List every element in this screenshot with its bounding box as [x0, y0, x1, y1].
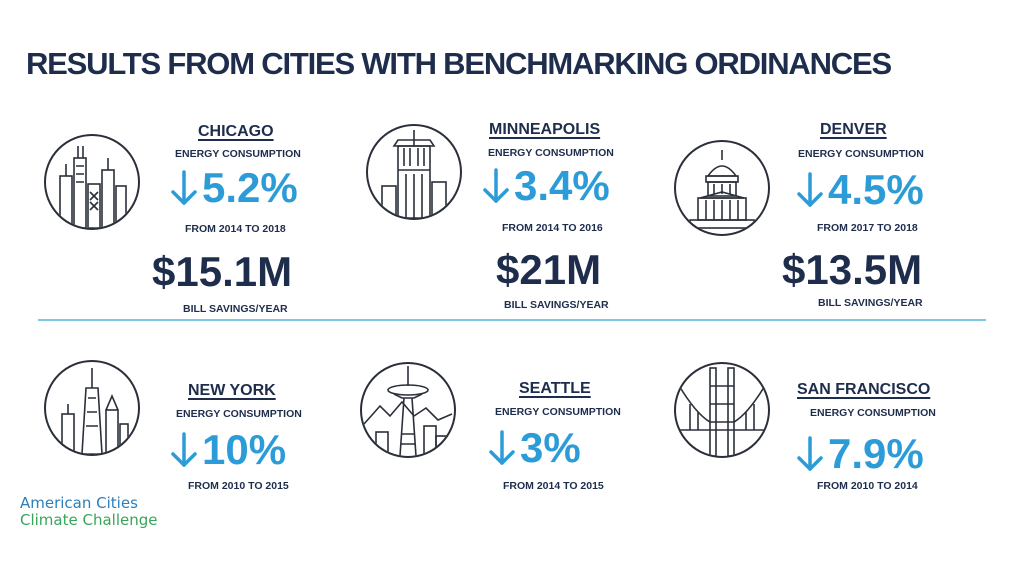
period-label: FROM 2014 TO 2015: [503, 480, 604, 492]
city-name: SAN FRANCISCO: [797, 381, 931, 398]
new-york-skyline-icon: [44, 360, 140, 456]
american-cities-climate-challenge-logo: [20, 495, 157, 529]
energy-change-value: 3%: [520, 424, 581, 471]
energy-change-value: 4.5%: [828, 166, 924, 213]
section-divider: [38, 319, 986, 321]
down-arrow-icon: [796, 171, 824, 209]
period-label: FROM 2014 TO 2018: [185, 223, 286, 235]
energy-change: [796, 166, 924, 214]
seattle-space-needle-icon: [360, 362, 456, 458]
city-name: MINNEAPOLIS: [489, 121, 601, 138]
metric-label: ENERGY CONSUMPTION: [810, 407, 936, 419]
down-arrow-icon: [170, 431, 198, 469]
metric-label: ENERGY CONSUMPTION: [488, 147, 614, 159]
metric-label: ENERGY CONSUMPTION: [176, 408, 302, 420]
minneapolis-tower-icon: [366, 124, 462, 220]
energy-change: [170, 426, 286, 474]
period-label: FROM 2014 TO 2016: [502, 222, 603, 234]
down-arrow-icon: [170, 169, 198, 207]
metric-label: ENERGY CONSUMPTION: [798, 148, 924, 160]
chicago-skyline-icon: [44, 134, 140, 230]
logo-line-1: American Cities: [20, 494, 138, 512]
golden-gate-bridge-icon: [674, 362, 770, 458]
down-arrow-icon: [796, 435, 824, 473]
energy-change-value: 10%: [202, 426, 287, 473]
bill-savings-value: $15.1M: [152, 248, 293, 295]
energy-change-value: 3.4%: [514, 162, 610, 209]
denver-capitol-icon: [674, 140, 770, 236]
period-label: FROM 2017 TO 2018: [817, 222, 918, 234]
energy-change: [488, 424, 581, 472]
energy-change-value: 7.9%: [828, 430, 924, 477]
city-name: NEW YORK: [188, 382, 276, 399]
city-name: SEATTLE: [519, 380, 591, 397]
period-label: FROM 2010 TO 2014: [817, 480, 918, 492]
bill-savings-label: BILL SAVINGS/YEAR: [504, 299, 609, 311]
down-arrow-icon: [482, 167, 510, 205]
energy-change: [482, 162, 610, 210]
city-name: CHICAGO: [198, 123, 274, 140]
city-name: DENVER: [820, 121, 887, 138]
energy-change: [170, 164, 298, 212]
metric-label: ENERGY CONSUMPTION: [175, 148, 301, 160]
energy-change: [796, 430, 924, 478]
metric-label: ENERGY CONSUMPTION: [495, 406, 621, 418]
down-arrow-icon: [488, 429, 516, 467]
bill-savings-label: BILL SAVINGS/YEAR: [183, 303, 288, 315]
energy-change-value: 5.2%: [202, 164, 298, 211]
bill-savings-value: $13.5M: [782, 246, 923, 293]
period-label: FROM 2010 TO 2015: [188, 480, 289, 492]
bill-savings-label: BILL SAVINGS/YEAR: [818, 297, 923, 309]
bill-savings-value: $21M: [496, 246, 602, 293]
logo-line-2: Climate Challenge: [20, 511, 158, 529]
page-title: RESULTS FROM CITIES WITH BENCHMARKING ORDINANCES: [26, 46, 891, 81]
